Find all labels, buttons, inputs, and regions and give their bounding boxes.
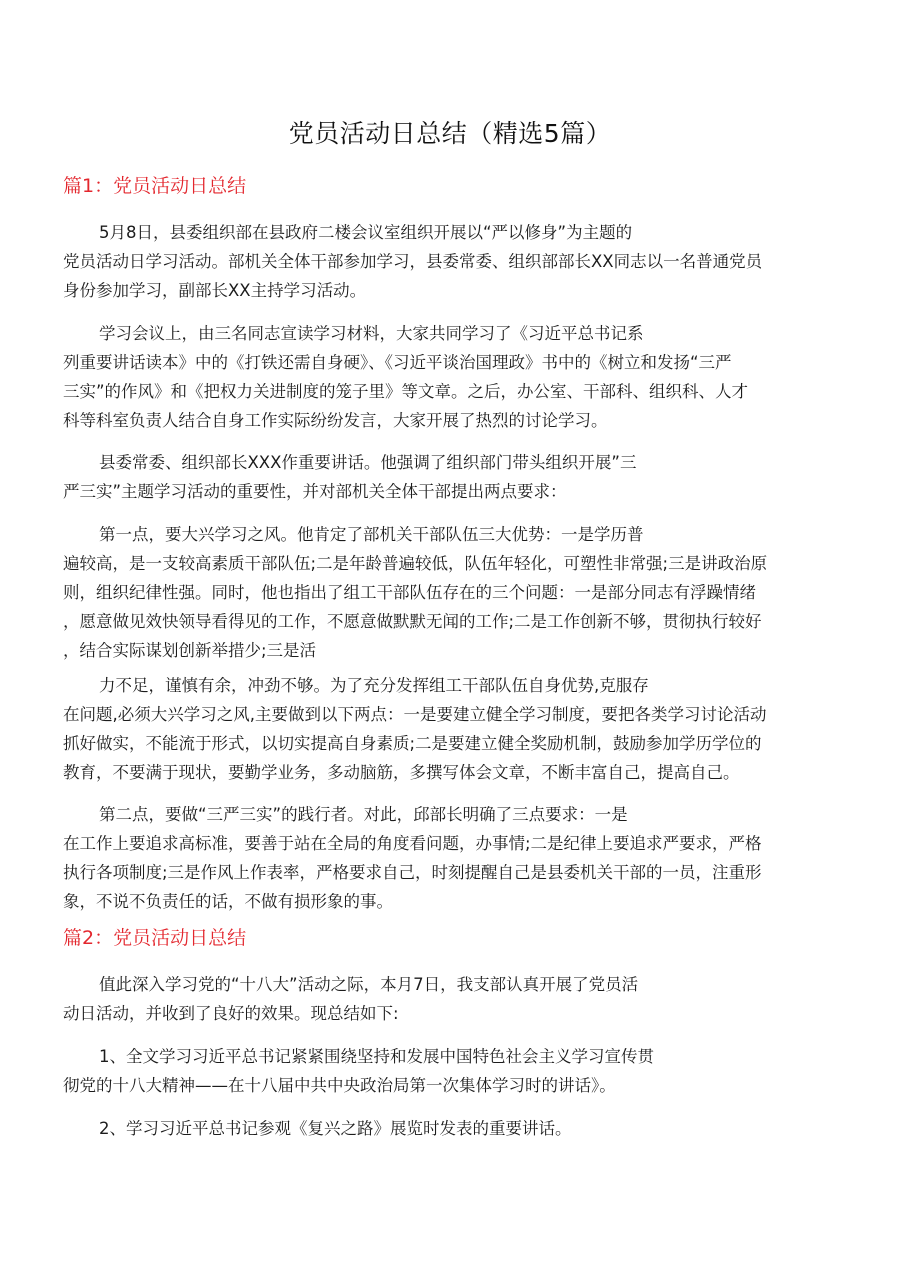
text-line: 科等科室负责人结合自身工作实际纷纷发言，大家开展了热烈的讨论学习。 [63,411,608,430]
section-heading-1: 篇1：党员活动日总结 [63,175,247,197]
text-line: 身份参加学习，副部长XX主持学习活动。 [63,281,367,300]
paragraph [63,520,843,665]
text-line: 第一点，要大兴学习之风。他肯定了部机关干部队伍三大优势：一是学历普 [99,525,644,544]
text-line: 力不足，谨慎有余，冲劲不够。为了充分发挥组工干部队伍自身优势,克服存 [99,676,649,695]
paragraph [63,448,843,506]
text-line: 在工作上要追求高标准，要善于站在全局的角度看问题，办事情;二是纪律上要追求严要求，严格 [63,834,762,853]
text-line: 列重要讲话读本》中的《打铁还需自身硬》、《习近平谈治国理政》书中的《树立和发扬“三严 [63,353,732,372]
text-line: 动日活动，并收到了良好的效果。现总结如下: [63,1004,399,1023]
text-line: 教育，不要满于现状，要勤学业务，多动脑筋，多撰写体会文章，不断丰富自己，提高自己。 [63,763,740,782]
text-line: 党员活动日学习活动。部机关全体干部参加学习，县委常委、组织部部长XX同志以一名普通党员 [63,252,763,271]
paragraph [63,800,843,916]
text-line: 1、全文学习习近平总书记紧紧围绕坚持和发展中国特色社会主义学习宣传贯 [99,1047,654,1066]
text-line: 在问题,必须大兴学习之风,主要做到以下两点：一是要建立健全学习制度，要把各类学习讨论活动 [63,705,767,724]
text-line: 象，不说不负责任的话，不做有损形象的事。 [63,892,393,911]
paragraph [63,671,843,787]
text-line: ，愿意做见效快领导看得见的工作，不愿意做默默无闻的工作;二是工作创新不够，贯彻执行较好 [63,612,762,631]
document-title: 党员活动日总结（精选5篇） [288,119,612,148]
paragraph [63,1042,843,1100]
text-line: 三实”的作风》和《把权力关进制度的笼子里》等文章。之后，办公室、干部科、组织科、人才 [63,382,749,401]
text-line: 县委常委、组织部长XXX作重要讲话。他强调了组织部门带头组织开展”三 [99,453,637,472]
paragraph [63,970,843,1028]
text-line: 学习会议上，由三名同志宣读学习材料，大家共同学习了《习近平总书记系 [99,324,644,343]
text-line: 彻党的十八大精神——在十八届中共中央政治局第一次集体学习时的讲话》。 [63,1076,616,1095]
text-line: 2、学习习近平总书记参观《复兴之路》展览时发表的重要讲话。 [99,1119,572,1138]
text-line: 执行各项制度;三是作风上作表率，严格要求自己，时刻提醒自己是县委机关干部的一员，注重形 [63,863,762,882]
text-line: 遍较高，是一支较高素质干部队伍;二是年龄普遍较低，队伍年轻化，可塑性非常强;三是讲政治原 [63,554,768,573]
text-line: ，结合实际谋划创新举措少;三是活 [63,641,317,660]
text-line: 5月8日，县委组织部在县政府二楼会议室组织开展以“严以修身”为主题的 [99,223,633,242]
paragraph [63,1114,843,1143]
section-heading-2: 篇2：党员活动日总结 [63,927,247,949]
text-line: 则，组织纪律性强。同时，他也指出了组工干部队伍存在的三个问题：一是部分同志有浮躁情绪 [63,583,756,602]
text-line: 值此深入学习党的“十八大”活动之际，本月7日，我支部认真开展了党员活 [99,975,639,994]
text-line: 第二点，要做“三严三实”的践行者。对此，邱部长明确了三点要求：一是 [99,805,628,824]
paragraph [63,218,843,305]
paragraph [63,319,843,435]
text-line: 抓好做实，不能流于形式，以切实提高自身素质;二是要建立健全奖励机制，鼓励参加学历学位的 [63,734,762,753]
text-line: 严三实”主题学习活动的重要性，并对部机关全体干部提出两点要求： [63,482,567,501]
